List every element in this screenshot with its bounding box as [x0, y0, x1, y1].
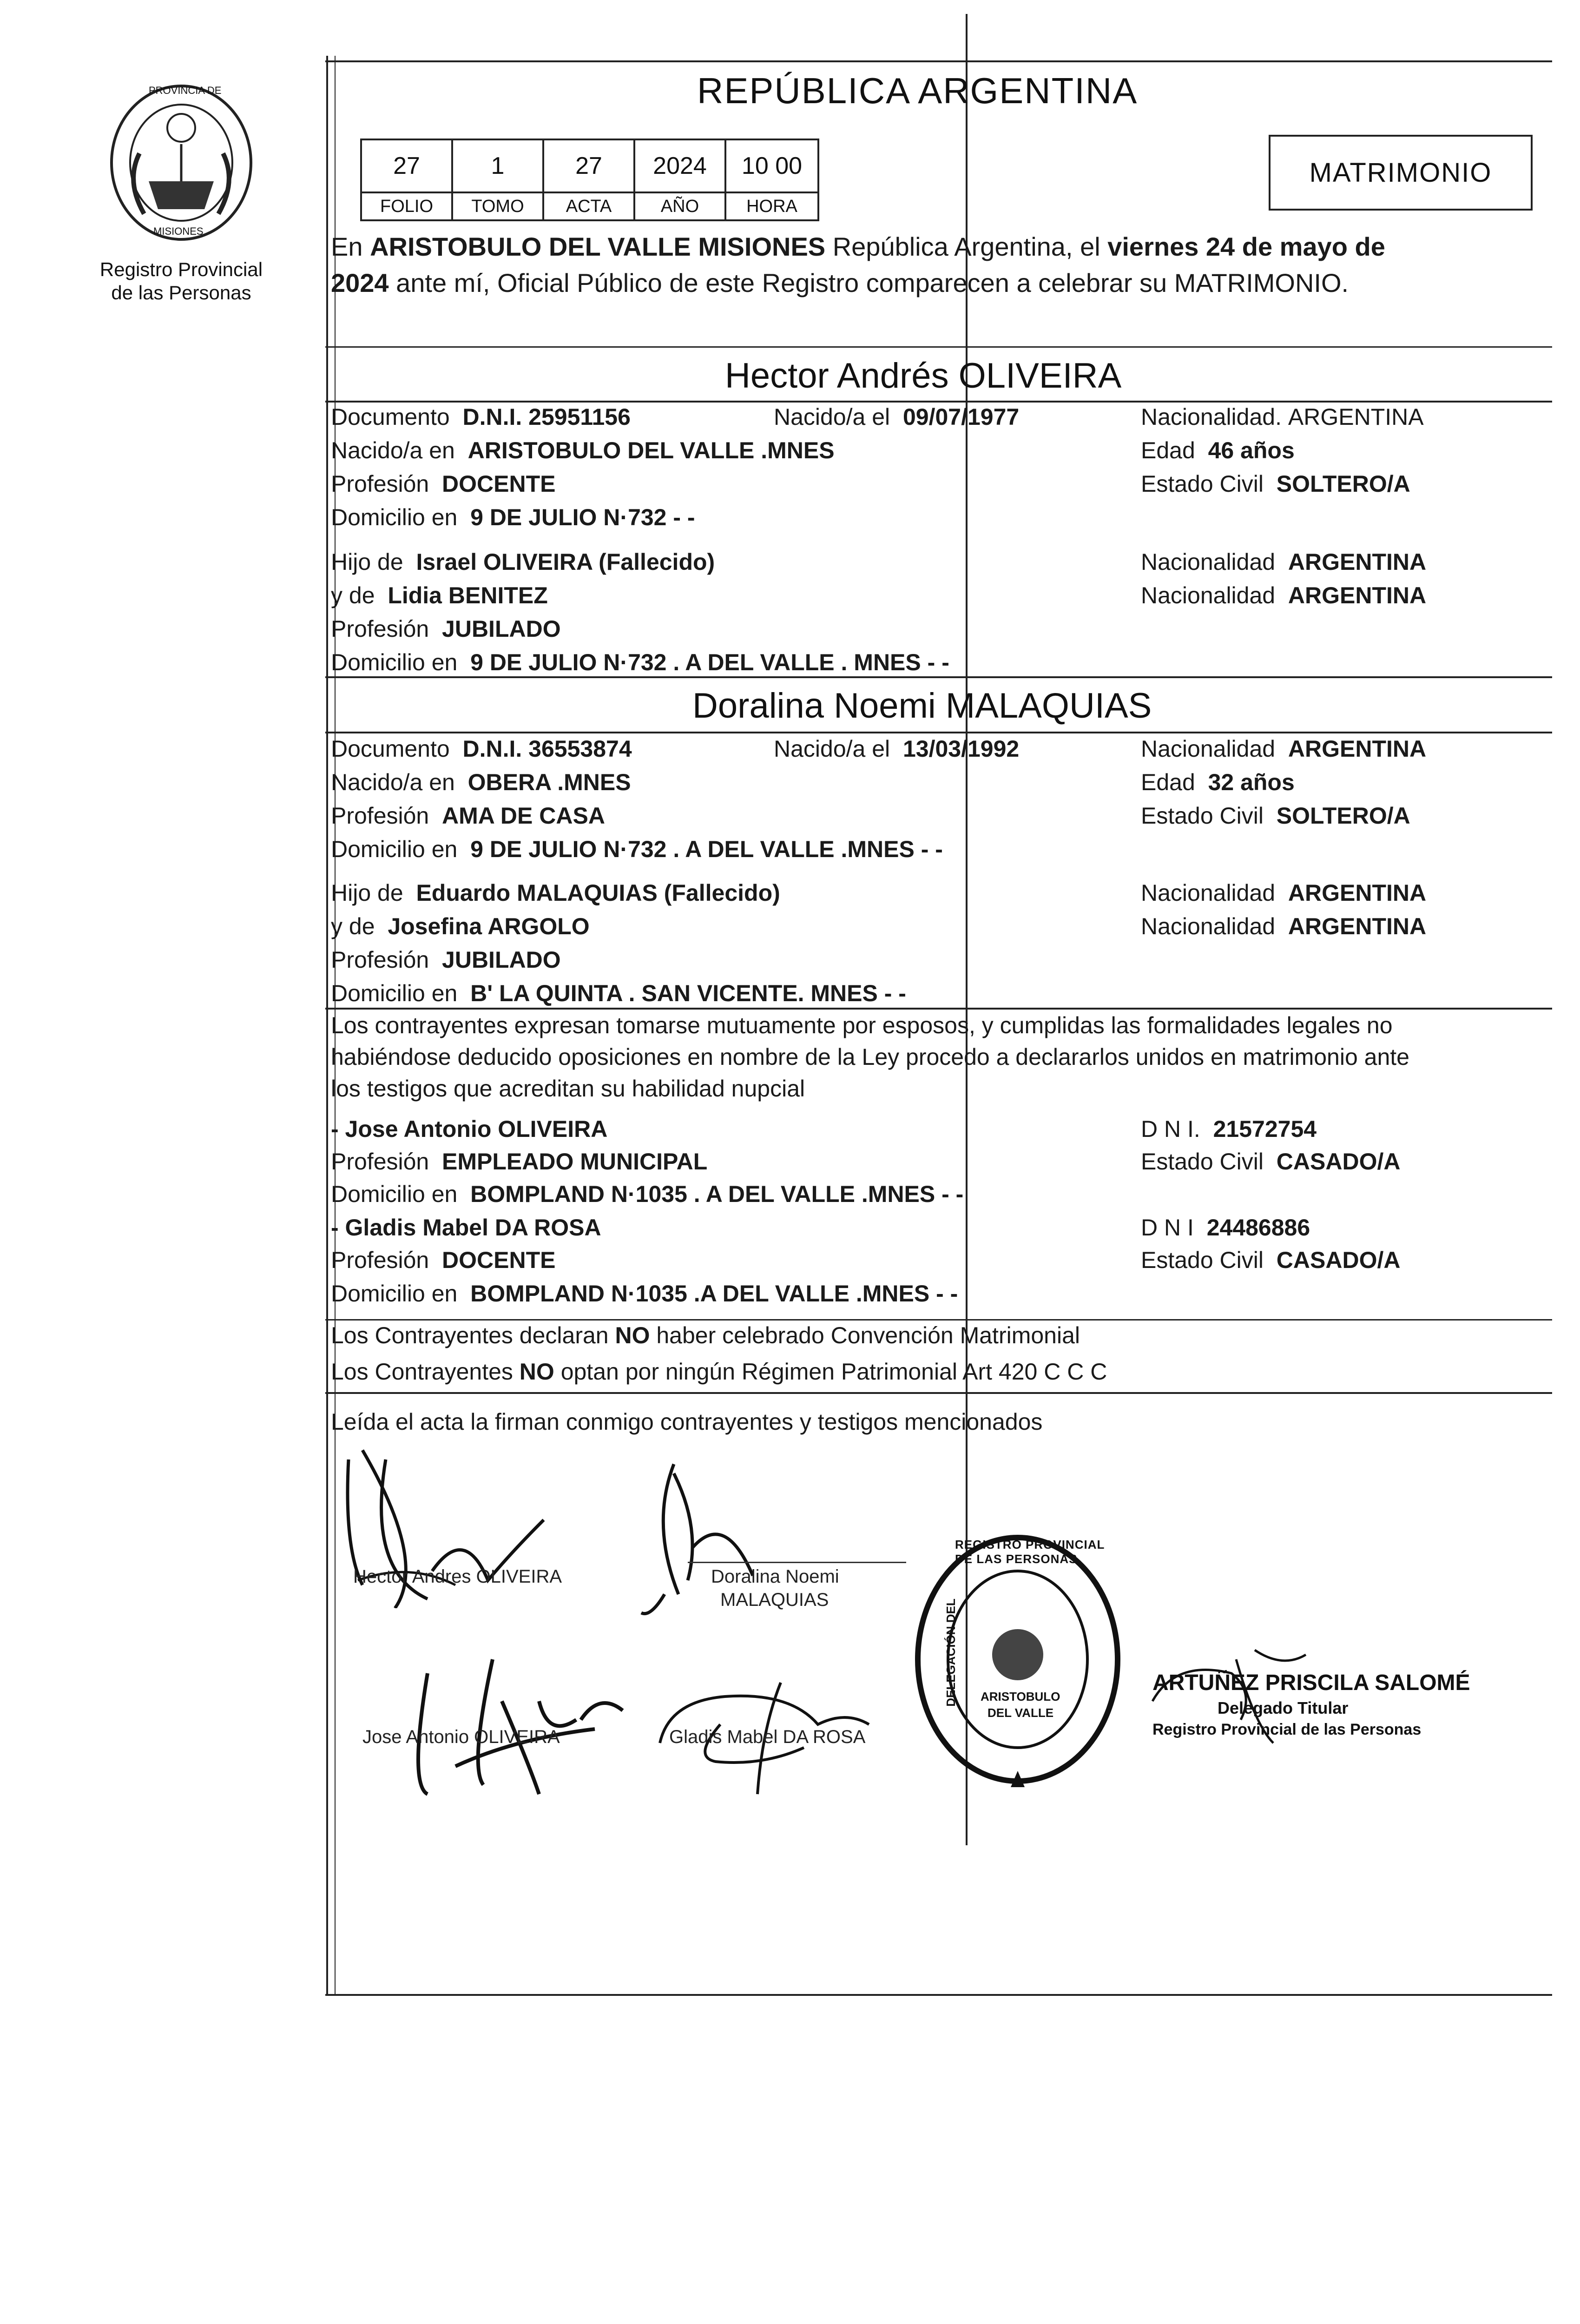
- witness2-dni-label: D N I: [1141, 1215, 1194, 1241]
- acta-value: 27: [544, 140, 635, 191]
- witness2-name: - Gladis Mabel DA ROSA: [331, 1215, 601, 1241]
- official-role: Delegado Titular: [1218, 1698, 1349, 1717]
- spouse1-doc-row: [331, 403, 631, 431]
- spouse2-nat-row: [1141, 734, 1426, 763]
- registry-label: [84, 258, 279, 304]
- spouse2-mother-nat-label: Nacionalidad: [1141, 913, 1276, 939]
- spouse1-nat: ARGENTINA: [1288, 404, 1424, 430]
- spouse1-mother-nat-row: [1141, 581, 1426, 610]
- spouse2-parent-addr-row: [331, 979, 906, 1008]
- spouse1-civil: SOLTERO/A: [1276, 471, 1410, 497]
- witness2-addr-label: Domicilio en: [331, 1281, 458, 1307]
- spouse1-prof-label: Profesión: [331, 471, 429, 497]
- intro-en: En: [331, 232, 370, 261]
- witness2-civil-label: Estado Civil: [1141, 1247, 1264, 1273]
- spouse1-father-row: [331, 548, 715, 576]
- witness1-prof-row: [331, 1147, 707, 1176]
- doc-type-box: [1269, 135, 1533, 211]
- spouse2-doc-row: [331, 734, 632, 763]
- witness2-addr: BOMPLAND N·1035 .A DEL VALLE .MNES - -: [470, 1281, 958, 1307]
- spouse2-civil-label: Estado Civil: [1141, 803, 1264, 829]
- spouse1-born-in: ARISTOBULO DEL VALLE .MNES: [467, 437, 835, 463]
- spouse2-born-label: Nacido/a el: [774, 736, 890, 762]
- anio-value: 2024: [635, 140, 726, 191]
- spouse2-doc: D.N.I. 36553874: [462, 736, 632, 762]
- spouse1-mother-label: y de: [331, 582, 375, 608]
- official-registry: Registro Provincial de las Personas: [1152, 1721, 1422, 1738]
- stamp-ring-text-2: DELEGACIÓN DEL: [943, 1598, 958, 1707]
- spouse2-doc-label: Documento: [331, 736, 450, 762]
- spouse1-addr: 9 DE JULIO N·732 - -: [470, 504, 695, 530]
- spouse1-addr-row: [331, 503, 695, 532]
- spouse2-age-label: Edad: [1141, 769, 1195, 795]
- spouse2-father-nat: ARGENTINA: [1288, 880, 1427, 906]
- spouse1-nat-label: Nacionalidad.: [1141, 404, 1282, 430]
- intro-date-2: 2024: [331, 268, 389, 297]
- spouse1-prof: DOCENTE: [442, 471, 556, 497]
- spouse2-father-row: [331, 878, 780, 907]
- anio-label: AÑO: [635, 193, 726, 219]
- rule-convention-top: [325, 1319, 1552, 1320]
- page-title: REPÚBLICA ARGENTINA: [697, 70, 1138, 111]
- spouse1-born: 09/07/1977: [902, 404, 1020, 430]
- spouse2-prof: AMA DE CASA: [442, 803, 605, 829]
- spouse2-age: 32 años: [1208, 769, 1295, 795]
- witness1-civil: CASADO/A: [1276, 1149, 1401, 1175]
- spouse1-born-label: Nacido/a el: [774, 404, 890, 430]
- spouse2-prof-label: Profesión: [331, 803, 429, 829]
- record-values-row: [362, 140, 817, 193]
- spouse1-age-row: [1141, 436, 1295, 465]
- rule-closing-top: [325, 1392, 1552, 1394]
- spouse1-mother-nat: ARGENTINA: [1288, 582, 1427, 608]
- declaration-line-1: Los contrayentes expresan tomarse mutuamente por esposos, y cumplidas las formalidades legales no: [331, 1012, 1393, 1038]
- spouse1-age: 46 años: [1208, 437, 1295, 463]
- acta-label: ACTA: [544, 193, 635, 219]
- spouse1-born-row: [774, 403, 1019, 431]
- intro-line-1: [331, 232, 1385, 261]
- witness2-prof-label: Profesión: [331, 1247, 429, 1273]
- witness2-prof-row: [331, 1246, 556, 1274]
- intro-line-2: [331, 269, 1349, 297]
- spouse2-mother-row: [331, 912, 590, 941]
- spouse2-mother-nat-row: [1141, 912, 1426, 941]
- spouse1-father: Israel OLIVEIRA (Fallecido): [416, 549, 715, 575]
- spouse1-civil-row: [1141, 469, 1410, 498]
- hora-label: HORA: [746, 197, 797, 216]
- spouse2-parent-prof: JUBILADO: [442, 947, 561, 973]
- spouse2-prof-row: [331, 801, 605, 830]
- spouse2-mother: Josefina ARGOLO: [388, 913, 590, 939]
- margin-seal: [93, 74, 270, 251]
- spouse1-doc-label: Documento: [331, 404, 450, 430]
- intro-rest: ante mí, Oficial Público de este Registro comparecen a celebrar su MATRIMONIO.: [388, 268, 1349, 297]
- declaration-line-2: habiéndose deducido oposiciones en nombre de la Ley procedo a declararlos unidos en matrimonio ante: [331, 1044, 1409, 1070]
- spouse1-name: Hector Andrés OLIVEIRA: [725, 356, 1122, 396]
- spouse2-father: Eduardo MALAQUIAS (Fallecido): [416, 880, 780, 906]
- signature-label-2b: MALAQUIAS: [720, 1590, 829, 1610]
- spouse2-parent-prof-row: [331, 945, 561, 974]
- signature-label-4: Gladis Mabel DA ROSA: [669, 1727, 866, 1747]
- spouse2-born-in: OBERA .MNES: [467, 769, 631, 795]
- convention-a: Los Contrayentes declaran: [331, 1322, 615, 1348]
- spouse1-parent-prof-row: [331, 614, 561, 643]
- signature-label-3: Jose Antonio OLIVEIRA: [362, 1727, 560, 1747]
- spouse1-father-nat-row: [1141, 548, 1426, 576]
- witness1-civil-label: Estado Civil: [1141, 1149, 1264, 1175]
- stamp-center-1: ARISTOBULO: [981, 1690, 1060, 1703]
- spouse2-nat-label: Nacionalidad: [1141, 736, 1276, 762]
- spouse2-civil: SOLTERO/A: [1276, 803, 1410, 829]
- intro-republic: República Argentina, el: [825, 232, 1108, 261]
- signature-label-2a: Doralina Noemi: [711, 1566, 839, 1587]
- registry-label-line-1: Registro Provincial: [99, 258, 263, 280]
- witness1-name: - Jose Antonio OLIVEIRA: [331, 1116, 608, 1142]
- spouse1-father-nat: ARGENTINA: [1288, 549, 1427, 575]
- doc-type: MATRIMONIO: [1309, 158, 1492, 188]
- spouse1-parent-addr-row: [331, 648, 949, 677]
- spouse2-father-nat-label: Nacionalidad: [1141, 880, 1276, 906]
- spouse1-born-in-label: Nacido/a en: [331, 437, 455, 463]
- folio-label: FOLIO: [362, 193, 453, 219]
- intro-date-1: viernes 24 de mayo de: [1107, 232, 1385, 261]
- stamp-center-2: DEL VALLE: [988, 1706, 1054, 1720]
- convention-line: [331, 1321, 1080, 1350]
- official-block: [1152, 1669, 1470, 1740]
- witness1-dni-label: D N I.: [1141, 1116, 1200, 1142]
- witness2-prof: DOCENTE: [442, 1247, 556, 1273]
- spouse2-father-nat-row: [1141, 878, 1426, 907]
- spouse1-parent-prof-label: Profesión: [331, 616, 429, 642]
- spouse2-born-in-label: Nacido/a en: [331, 769, 455, 795]
- tomo-label: TOMO: [453, 193, 544, 219]
- spouse1-nat-row: [1141, 403, 1424, 431]
- spouse2-born-in-row: [331, 768, 631, 797]
- spouse1-age-label: Edad: [1141, 437, 1195, 463]
- witness2-dni-row: [1141, 1213, 1310, 1242]
- spouse1-addr-label: Domicilio en: [331, 504, 458, 530]
- spouse1-mother-row: [331, 581, 548, 610]
- declaration: [331, 1010, 1409, 1104]
- regime-no: NO: [519, 1359, 554, 1385]
- spouse1-parent-addr-label: Domicilio en: [331, 649, 458, 675]
- registry-stamp: [911, 1529, 1125, 1789]
- spouse1-prof-row: [331, 469, 556, 498]
- rule-spouse2-top: [325, 732, 1552, 733]
- spouse2-father-label: Hijo de: [331, 880, 403, 906]
- spouse2-mother-nat: ARGENTINA: [1288, 913, 1427, 939]
- regime-c: optan por ningún Régimen Patrimonial Art 420 C C C: [554, 1359, 1107, 1385]
- witness1-dni-row: [1141, 1115, 1317, 1143]
- official-name: ARTUÑEZ PRISCILA SALOMÉ: [1152, 1670, 1470, 1695]
- spouse2-age-row: [1141, 768, 1295, 797]
- hora-value: 10 00: [741, 152, 803, 179]
- convention-c: haber celebrado Convención Matrimonial: [650, 1322, 1080, 1348]
- seal-text-bottom: MISIONES: [153, 225, 204, 237]
- spouse2-parent-prof-label: Profesión: [331, 947, 429, 973]
- spouse2-parent-addr-label: Domicilio en: [331, 980, 458, 1006]
- witness2-civil-row: [1141, 1246, 1400, 1274]
- spouse2-nat: ARGENTINA: [1288, 736, 1427, 762]
- spouse2-name: Doralina Noemi MALAQUIAS: [692, 686, 1152, 726]
- signature-line-spouse2: [688, 1562, 906, 1563]
- spouse1-civil-label: Estado Civil: [1141, 471, 1264, 497]
- spouse2-civil-row: [1141, 801, 1410, 830]
- witness1-addr: BOMPLAND N·1035 . A DEL VALLE .MNES - -: [470, 1181, 964, 1207]
- spouse2-born-row: [774, 734, 1019, 763]
- stamp-ring-text: REGISTRO PROVINCIAL DE LAS PERSONAS: [955, 1538, 1105, 1566]
- witness2-civil: CASADO/A: [1276, 1247, 1401, 1273]
- spouse2-parent-addr: B' LA QUINTA . SAN VICENTE. MNES - -: [470, 980, 906, 1006]
- tomo-value: 1: [453, 140, 544, 191]
- spouse2-mother-label: y de: [331, 913, 375, 939]
- spouse1-parent-prof: JUBILADO: [442, 616, 561, 642]
- regime-a: Los Contrayentes: [331, 1359, 520, 1385]
- top-rule: [325, 60, 1552, 62]
- witness1-addr-label: Domicilio en: [331, 1181, 458, 1207]
- registry-label-line-2: de las Personas: [111, 282, 251, 304]
- witness1-civil-row: [1141, 1147, 1400, 1176]
- bottom-rule: [325, 1994, 1552, 1996]
- closing-line: Leída el acta la firman conmigo contrayentes y testigos mencionados: [331, 1409, 1043, 1435]
- spouse1-doc: D.N.I. 25951156: [462, 404, 631, 430]
- folio-value: 27: [362, 140, 453, 191]
- witness2-addr-row: [331, 1279, 958, 1308]
- spouse2-born: 13/03/1992: [902, 736, 1020, 762]
- record-labels-row: [362, 193, 817, 219]
- witness1-prof-label: Profesión: [331, 1149, 429, 1175]
- signature-label-1: Hector Andres OLIVEIRA: [353, 1566, 562, 1587]
- spouse1-father-label: Hijo de: [331, 549, 403, 575]
- seal-text-top: PROVINCIA DE: [149, 85, 222, 96]
- spouse2-addr: 9 DE JULIO N·732 . A DEL VALLE .MNES - -: [470, 836, 943, 862]
- witness1-prof: EMPLEADO MUNICIPAL: [442, 1149, 708, 1175]
- witness1-dni: 21572754: [1213, 1116, 1317, 1142]
- rule-below-intro: [325, 346, 1552, 348]
- spouse1-mother: Lidia BENITEZ: [388, 582, 548, 608]
- convention-no: NO: [615, 1322, 650, 1348]
- spouse1-parent-addr: 9 DE JULIO N·732 . A DEL VALLE . MNES - -: [470, 649, 949, 675]
- intro-place: ARISTOBULO DEL VALLE MISIONES: [370, 232, 826, 261]
- spouse1-born-in-row: [331, 436, 835, 465]
- spouse2-addr-label: Domicilio en: [331, 836, 458, 862]
- spouse1-mother-nat-label: Nacionalidad: [1141, 582, 1276, 608]
- spouse1-father-nat-label: Nacionalidad: [1141, 549, 1276, 575]
- witness1-addr-row: [331, 1180, 963, 1208]
- record-table: [360, 139, 819, 221]
- witness2-dni: 24486886: [1206, 1215, 1310, 1241]
- regime-line: [331, 1357, 1107, 1386]
- declaration-line-3: los testigos que acreditan su habilidad nupcial: [331, 1076, 805, 1102]
- spouse2-addr-row: [331, 835, 943, 864]
